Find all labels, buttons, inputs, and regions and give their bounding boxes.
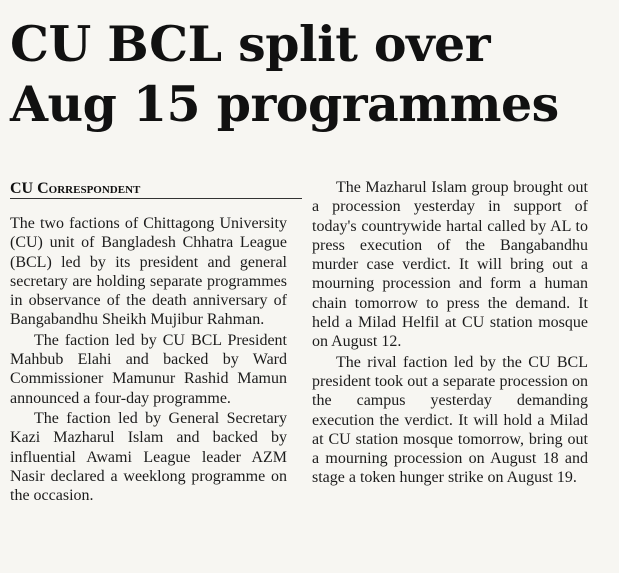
- article-paragraph: The two factions of Chittagong University (CU) unit of Bangladesh Chhatra League (BCL) led by its president and general secretary are holding separate programmes in observance of the death anniversary of Bangabandhu Sheikh Mujibur Rahman.: [10, 215, 287, 329]
- article-paragraph: The faction led by CU BCL President Mahbub Elahi and backed by Ward Commissioner Mamunur Rashid Mamun announced a four-day programme.: [10, 331, 287, 407]
- article-paragraph: The Mazharul Islam group brought out a procession yesterday in support of today's countrywide hartal called by AL to press execution of the Bangabandhu murder case verdict. It will bring out a mourning procession and form a human chain tomorrow to press the demand. It held a Milad Helfil at CU station mosque on August 12.: [312, 179, 588, 351]
- byline-rule: [10, 198, 302, 199]
- headline-line-1: CU BCL split over: [10, 15, 491, 73]
- article-paragraph: The rival faction led by the CU BCL president took out a separate procession on the campus yesterday demanding execution the verdict. It will hold a Milad at CU station mosque tomorrow, bring out a mourning procession on August 18 and stage a token hunger strike on August 19.: [312, 353, 588, 487]
- article-column-right: [312, 178, 588, 489]
- article-paragraph: The faction led by General Secretary Kazi Mazharul Islam and backed by influential Awami League leader AZM Nasir declared a weeklong programme on the occasion.: [10, 409, 287, 505]
- headline-line-2: Aug 15 programmes: [10, 75, 559, 133]
- byline: CU Correspondent: [10, 180, 141, 197]
- headline: [10, 14, 610, 134]
- article-column-left: [10, 214, 287, 506]
